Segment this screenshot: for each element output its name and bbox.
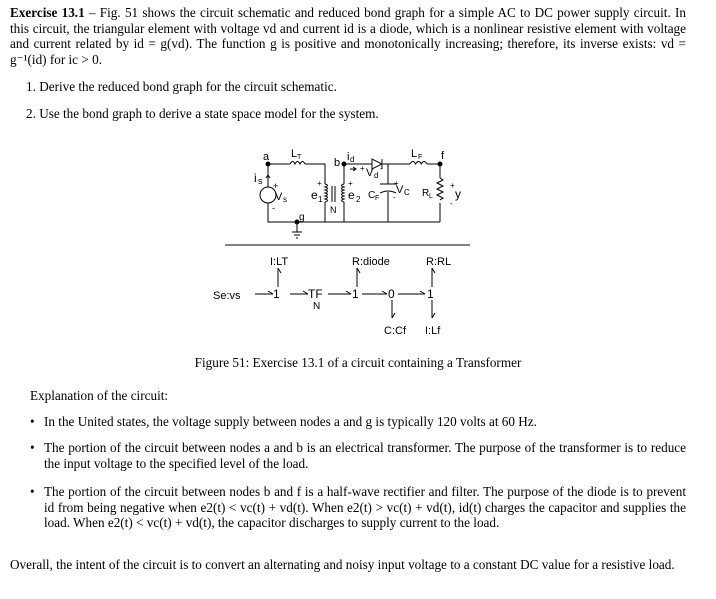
svg-text:a: a <box>263 151 270 163</box>
figure-caption: Figure 51: Exercise 13.1 of a circuit containing a Transformer <box>194 355 522 370</box>
task-1: 1. Derive the reduced bond graph for the circuit schematic. <box>26 79 337 94</box>
svg-text:s: s <box>283 195 287 204</box>
bond-graph <box>213 256 451 337</box>
svg-text:R:RL: R:RL <box>426 256 452 268</box>
svg-text:C: C <box>404 188 410 197</box>
svg-text:-: - <box>272 203 275 213</box>
svg-text:F: F <box>418 154 423 161</box>
svg-text:+: + <box>360 164 365 173</box>
transformer-icon <box>325 184 344 202</box>
svg-text:V: V <box>366 167 374 179</box>
svg-text:+: + <box>348 179 353 188</box>
svg-text:f: f <box>441 150 445 162</box>
svg-text:g: g <box>299 212 305 223</box>
explanation-heading: Explanation of the circuit: <box>30 388 169 403</box>
svg-text:+: + <box>273 181 279 191</box>
svg-text:F: F <box>375 195 380 202</box>
svg-text:L: L <box>291 148 298 160</box>
svg-text:T: T <box>297 154 302 161</box>
svg-text:s: s <box>258 176 263 186</box>
svg-text:+: + <box>450 181 455 190</box>
svg-text:I:LT: I:LT <box>270 256 289 268</box>
svg-text:C:Cf: C:Cf <box>384 325 406 337</box>
svg-text:+: + <box>317 179 322 188</box>
svg-text:C: C <box>368 190 376 201</box>
ground-icon <box>292 232 302 238</box>
exercise-label: Exercise 13.1 <box>10 5 85 20</box>
svg-text:0: 0 <box>388 287 395 301</box>
svg-text:L: L <box>429 193 433 200</box>
svg-text:i: i <box>347 151 350 163</box>
svg-text:Se:vs: Se:vs <box>213 290 241 302</box>
resistor-icon <box>437 178 443 200</box>
svg-text:N: N <box>330 205 337 215</box>
inductor-lf-icon <box>410 162 427 165</box>
svg-text:b: b <box>334 157 341 169</box>
task-2: 2. Use the bond graph to derive a state space model for the system. <box>26 106 379 121</box>
svg-text:I:Lf: I:Lf <box>425 325 441 337</box>
svg-text:e: e <box>311 188 318 202</box>
svg-text:TF: TF <box>308 287 323 301</box>
svg-text:d: d <box>374 171 379 180</box>
svg-text:1: 1 <box>273 287 280 301</box>
svg-text:-: - <box>450 199 453 208</box>
svg-text:V: V <box>396 184 404 196</box>
svg-text:i: i <box>254 171 257 185</box>
exercise-intro: – Fig. 51 shows the circuit schematic and reduced bond graph for a simple AC to DC power supply circuit. In this circuit, the triangular element with voltage vd and current id is a diode, which is a nonlinear resistive element with voltage and current related by id = g(vd). The function g is positive and monotonically increasing; therefore, its inverse exists: vd = g⁻¹(id) for ic > 0. <box>10 5 686 67</box>
svg-text:-: - <box>393 193 396 202</box>
svg-text:R:diode: R:diode <box>352 256 390 268</box>
inductor-lt-icon <box>290 162 305 165</box>
svg-text:L: L <box>411 148 418 160</box>
svg-text:+: + <box>394 179 399 188</box>
svg-text:V: V <box>275 191 283 203</box>
svg-text:1: 1 <box>318 195 323 204</box>
svg-text:N: N <box>313 301 321 312</box>
circuit-schematic <box>254 148 461 238</box>
svg-text:-: - <box>380 164 383 173</box>
conclusion-paragraph: Overall, the intent of the circuit is to convert an alternating and noisy input voltage to a constant DC value for a resistive load. <box>10 557 675 572</box>
svg-text:1: 1 <box>427 287 434 301</box>
svg-text:d: d <box>350 155 355 164</box>
svg-text:e: e <box>348 188 355 202</box>
svg-text:R: R <box>422 188 430 199</box>
svg-text:2: 2 <box>356 195 361 204</box>
svg-text:y: y <box>455 187 461 201</box>
svg-text:1: 1 <box>352 287 359 301</box>
